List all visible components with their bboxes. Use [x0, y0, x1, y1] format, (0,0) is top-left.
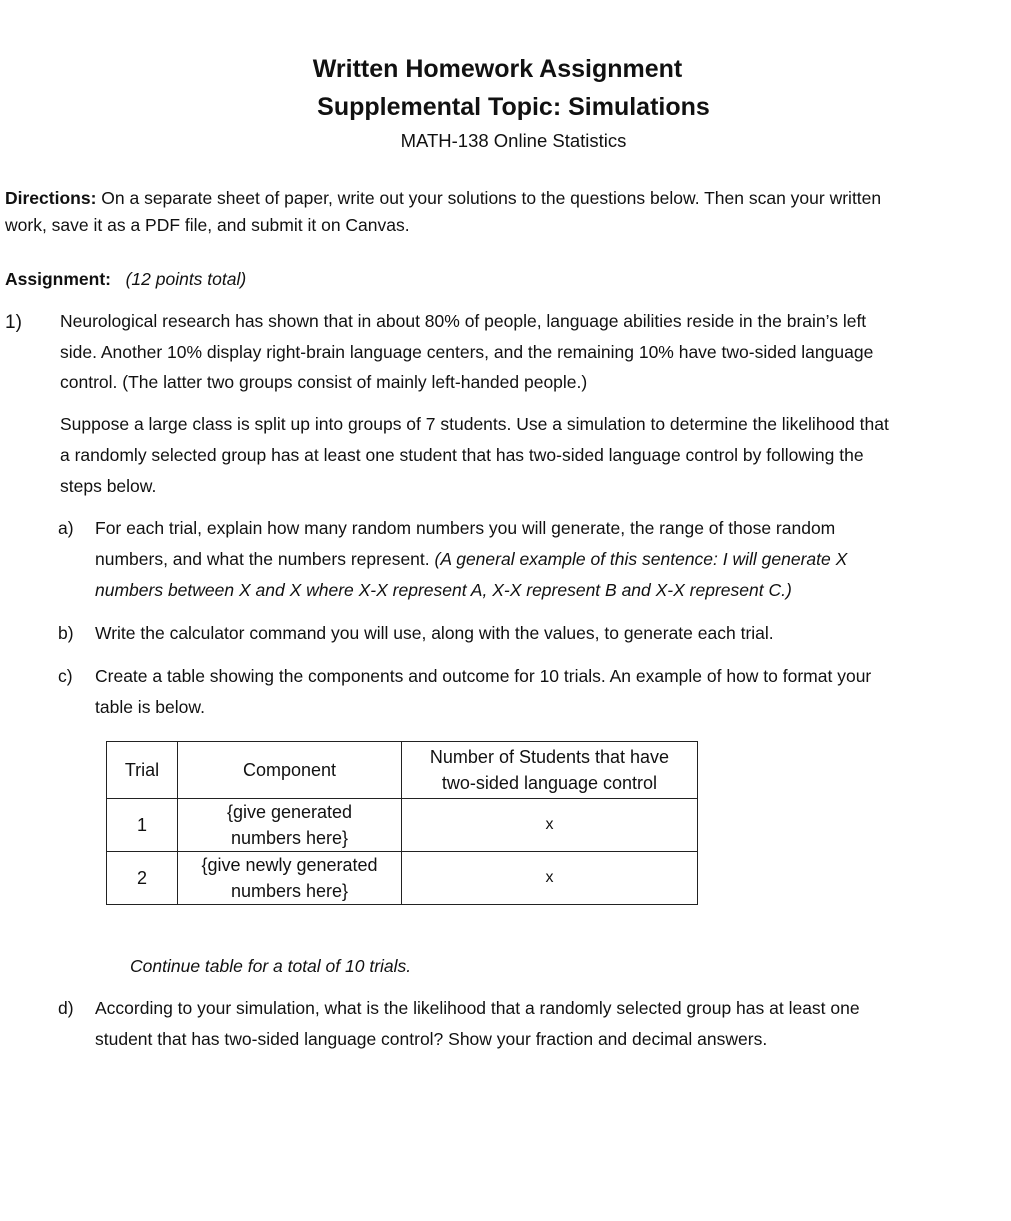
question-1-line-1: Neurological research has shown that in about 80% of people, language abilities reside in the brain’s left [60, 311, 867, 331]
part-b-label: b) [58, 623, 74, 643]
assignment-label: Assignment: [5, 269, 111, 289]
cell-component [178, 852, 402, 905]
cell-component [178, 799, 402, 852]
page-title: Written Homework Assignment [312, 55, 683, 83]
question-1-scenario-line-3: steps below. [60, 476, 157, 496]
assignment-heading [5, 264, 246, 295]
directions-line-2: work, save it as a PDF file, and submit it on Canvas. [5, 215, 410, 235]
header-outcome-line-2: two-sided language control [441, 773, 658, 793]
part-d-label: d) [58, 998, 74, 1018]
cell-component-line-2: numbers here} [230, 881, 349, 901]
part-a-line-1: For each trial, explain how many random numbers you will generate, the range of those random [95, 518, 836, 538]
part-a-example-2: numbers between X and X where X-X represent A, X-X represent B and X-X represent C.) [95, 580, 792, 600]
part-b-line-1: Write the calculator command you will use, along with the values, to generate each trial. [95, 623, 774, 643]
table-header-row [107, 742, 698, 799]
part-d-line-1: According to your simulation, what is the likelihood that a randomly selected group has at least one [95, 998, 860, 1018]
continue-table-note: Continue table for a total of 10 trials. [130, 956, 412, 976]
cell-outcome: x [402, 799, 698, 852]
cell-outcome: x [402, 852, 698, 905]
directions-text-1: On a separate sheet of paper, write out your solutions to the questions below. Then scan your written [96, 188, 882, 208]
page-subtitle-topic: Supplemental Topic: Simulations [317, 93, 710, 121]
part-c-line-2: table is below. [95, 697, 205, 717]
question-number: 1) [5, 312, 22, 333]
course-name: MATH-138 Online Statistics [400, 130, 627, 151]
part-d-line-2: student that has two-sided language control? Show your fraction and decimal answers. [95, 1029, 768, 1049]
table-row [107, 852, 698, 905]
part-a-line-2 [95, 544, 847, 575]
cell-trial: 1 [107, 799, 178, 852]
header-component: Component [178, 742, 402, 799]
cell-component-line-1: {give generated [226, 802, 353, 822]
question-1-scenario-line-2: a randomly selected group has at least one student that has two-sided language control by following the [60, 445, 864, 465]
question-1-line-3: control. (The latter two groups consist of mainly left-handed people.) [60, 372, 588, 392]
directions-label: Directions: [5, 188, 97, 208]
cell-trial: 2 [107, 852, 178, 905]
part-c-line-1: Create a table showing the components and outcome for 10 trials. An example of how to format your [95, 666, 872, 686]
part-a-label: a) [58, 518, 74, 538]
part-a-example-1: (A general example of this sentence: I will generate X [434, 549, 848, 569]
table-row [107, 799, 698, 852]
part-a-text-2: numbers, and what the numbers represent. [95, 549, 435, 569]
header-trial: Trial [107, 742, 178, 799]
cell-component-line-2: numbers here} [230, 828, 349, 848]
assignment-points: (12 points total) [125, 269, 247, 289]
cell-component-line-1: {give newly generated [201, 855, 378, 875]
part-c-label: c) [58, 666, 73, 686]
example-table [106, 741, 698, 905]
header-outcome-line-1: Number of Students that have [429, 747, 670, 767]
question-1-line-2: side. Another 10% display right-brain language centers, and the remaining 10% have two-sided language [60, 342, 874, 362]
header-outcome [402, 742, 698, 799]
question-1-scenario-line-1: Suppose a large class is split up into groups of 7 students. Use a simulation to determine the likelihood that [60, 414, 889, 434]
